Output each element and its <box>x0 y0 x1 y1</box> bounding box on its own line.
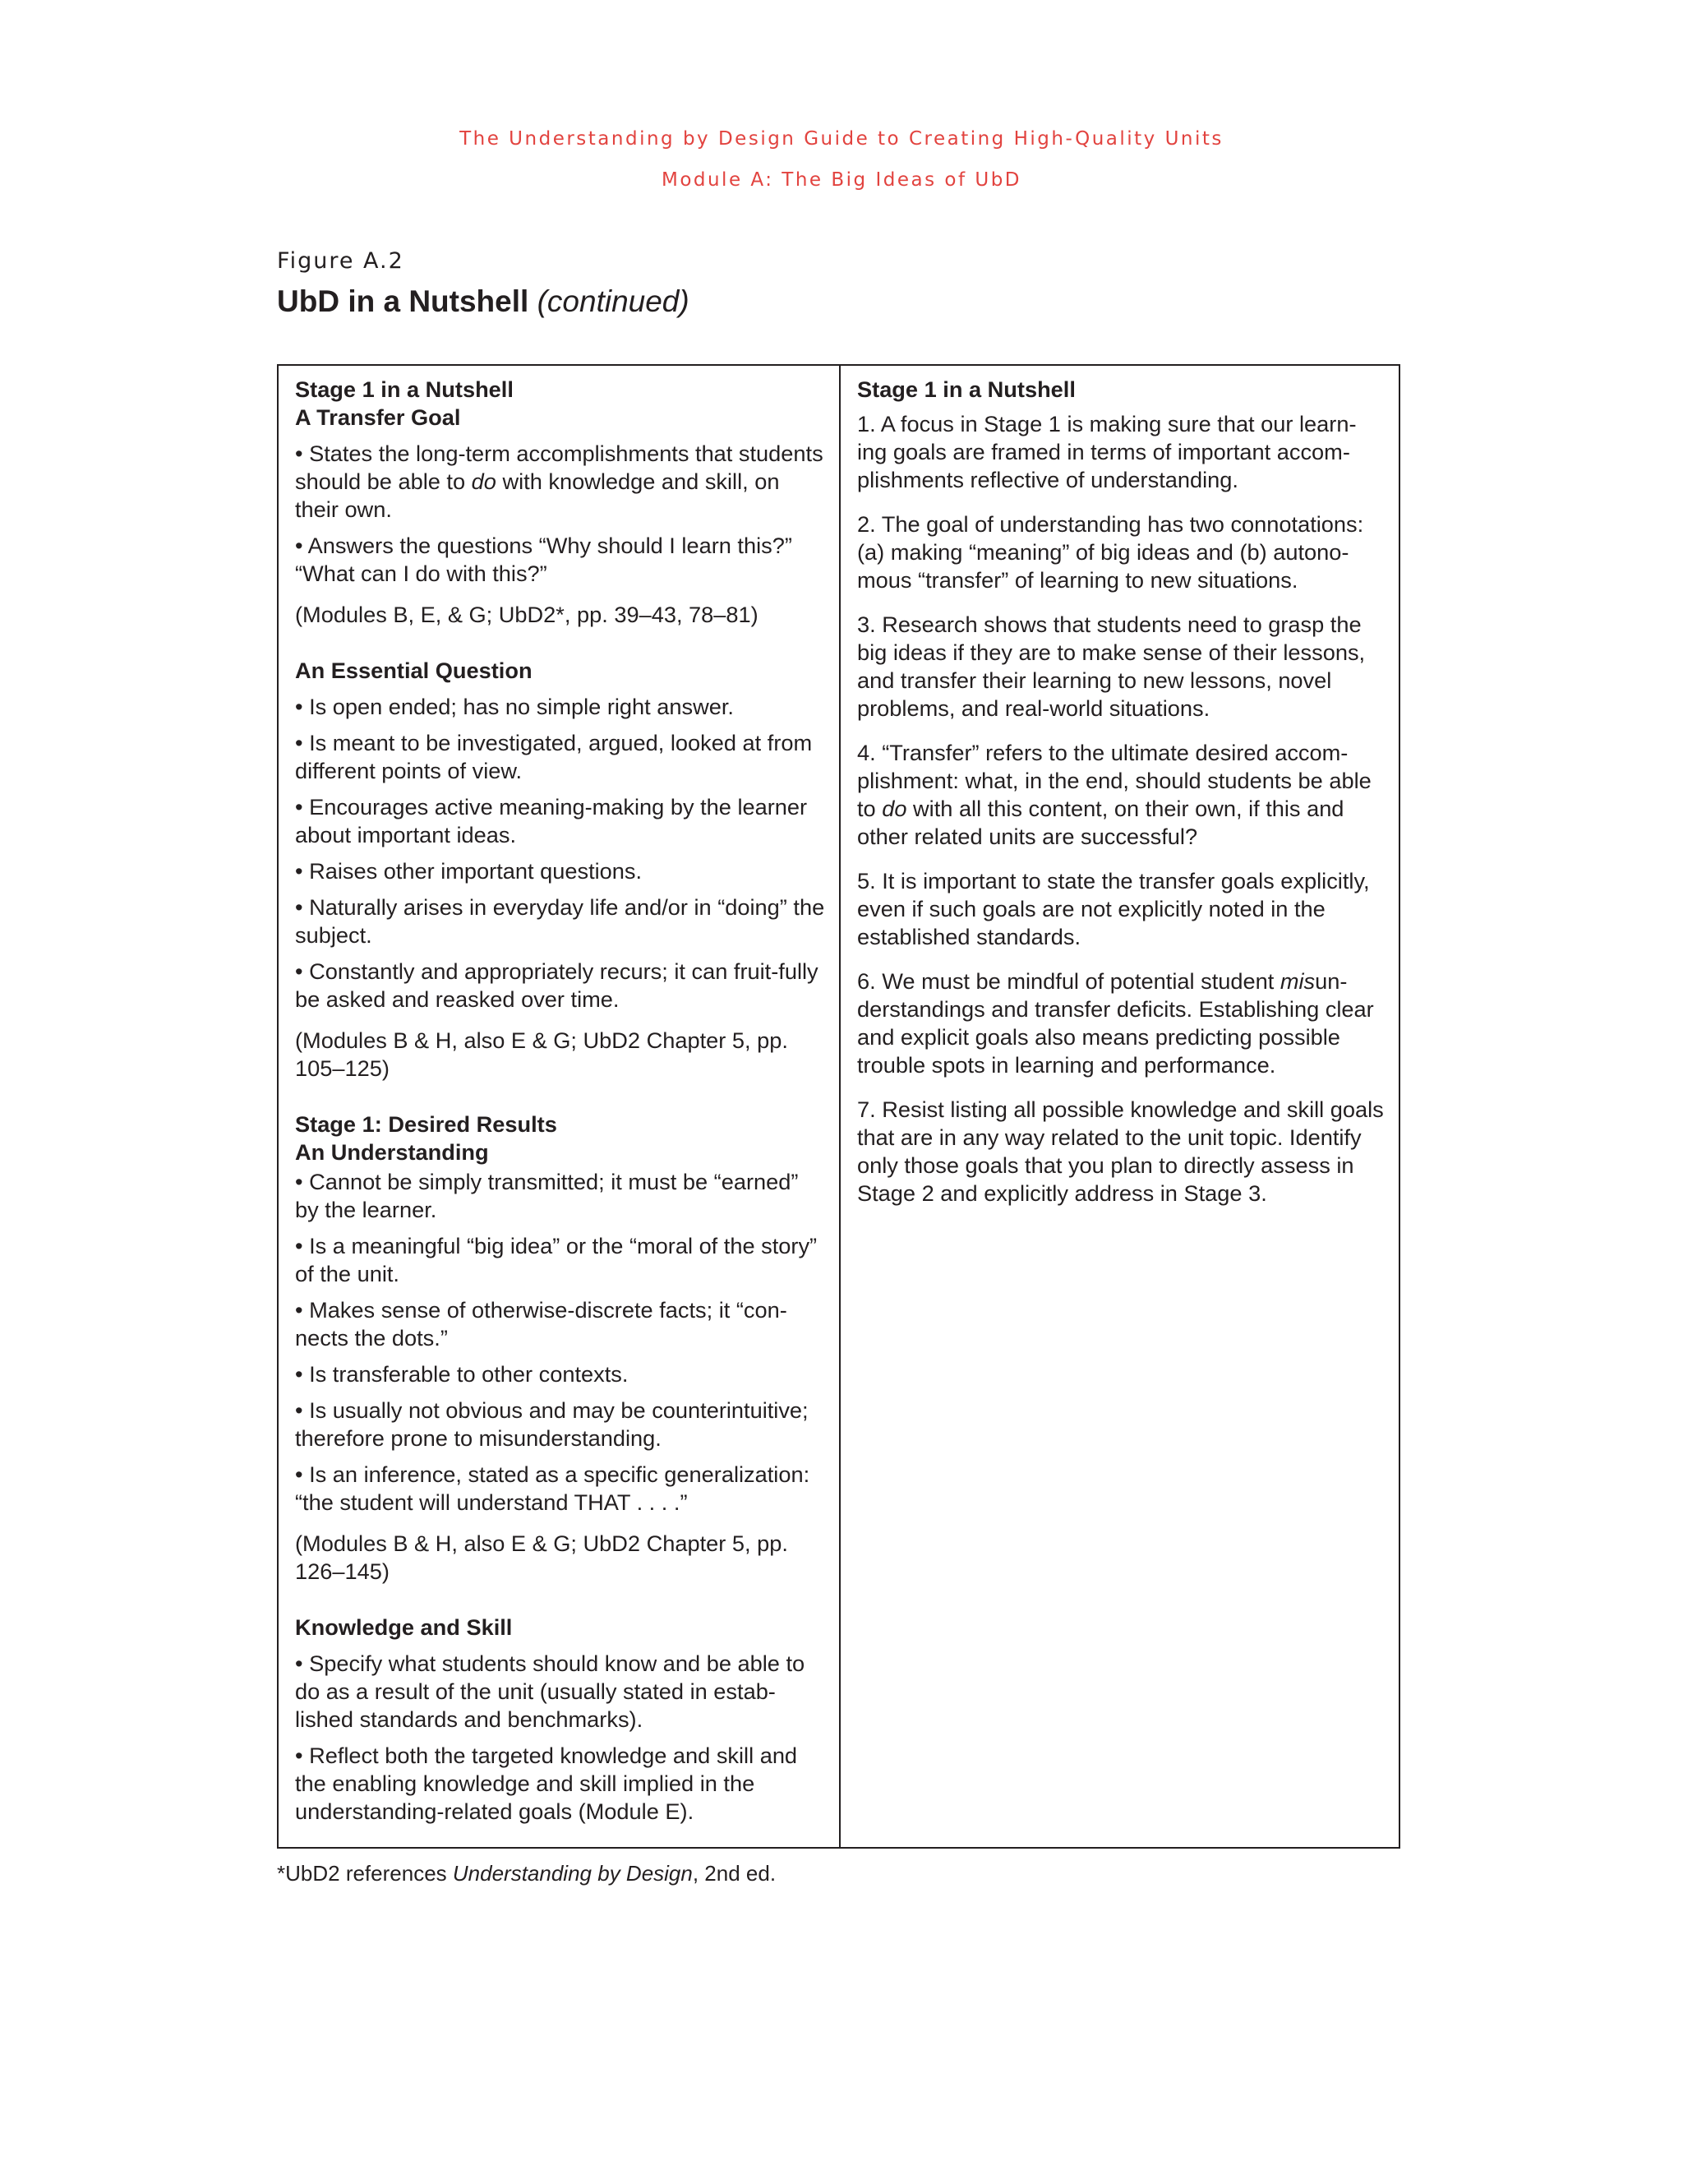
numbered-point: 7. Resist listing all possible knowledge and skill goals that are in any way related to the unit topic. Identify only those goals that you plan to directly assess in Stage 2 and explicitly address in Stage 3. <box>857 1097 1384 1206</box>
figure-title-suffix: (continued) <box>537 284 689 318</box>
numbered-point: 6. We must be mindful of potential student misun-derstandings and transfer deficits. Establishing clear and explicit goals also means predicting possible trouble spots in learning and performance. <box>857 968 1374 1078</box>
transfer-goal-reference: (Modules B, E, & G; UbD2*, pp. 39–43, 78–81) <box>295 602 759 627</box>
transfer-goal-bullet: • States the long-term accomplishments that students should be able to do with knowledge and skill, on their own. <box>295 441 823 522</box>
essential-question-heading: An Essential Question <box>295 658 533 683</box>
figure-title-text: UbD in a Nutshell <box>277 284 529 318</box>
footnote: *UbD2 references Understanding by Design, 2nd ed. <box>277 1861 777 1886</box>
understanding-reference: (Modules B & H, also E & G; UbD2 Chapter 5, pp. 126–145) <box>295 1531 788 1584</box>
understanding-bullet: • Is an inference, stated as a specific generalization: “the student will understand THAT . . . .” <box>295 1461 810 1515</box>
understanding-bullet: • Is usually not obvious and may be counterintuitive; therefore prone to misunderstanding. <box>295 1397 809 1451</box>
knowledge-skill-heading: Knowledge and Skill <box>295 1614 513 1640</box>
essential-question-bullet: • Constantly and appropriately recurs; it can fruit-fully be asked and reasked over time. <box>295 958 818 1012</box>
stage1-heading: Stage 1 in a Nutshell <box>295 376 514 402</box>
desired-results-heading: Stage 1: Desired Results <box>295 1111 557 1137</box>
essential-question-bullet: • Raises other important questions. <box>295 858 643 884</box>
understanding-bullet: • Is transferable to other contexts. <box>295 1361 629 1387</box>
right-column <box>841 366 1399 1847</box>
figure-title <box>277 284 689 319</box>
essential-question-bullet: • Naturally arises in everyday life and/or in “doing” the subject. <box>295 894 825 948</box>
understanding-bullet: • Cannot be simply transmitted; it must be “earned” by the learner. <box>295 1169 799 1222</box>
essential-question-bullet: • Encourages active meaning-making by the learner about important ideas. <box>295 794 808 847</box>
numbered-point: 1. A focus in Stage 1 is making sure that our learn-ing goals are framed in terms of important accom-plishments reflective of understanding. <box>857 411 1357 492</box>
running-header-module: Module A: The Big Ideas of UbD <box>661 169 1022 191</box>
left-column <box>279 366 841 1847</box>
transfer-goal-bullet: • Answers the questions “Why should I learn this?” “What can I do with this?” <box>295 533 792 586</box>
understanding-bullet: • Is a meaningful “big idea” or the “moral of the story” of the unit. <box>295 1233 818 1286</box>
running-header-title: The Understanding by Design Guide to Creating High-Quality Units <box>459 128 1224 150</box>
numbered-point: 2. The goal of understanding has two connotations: (a) making “meaning” of big ideas and (b) autono-mous “transfer” of learning to new situations. <box>857 511 1364 593</box>
right-heading: Stage 1 in a Nutshell <box>857 376 1076 402</box>
understanding-heading: An Understanding <box>295 1139 489 1165</box>
essential-question-bullet: • Is meant to be investigated, argued, looked at from different points of view. <box>295 730 813 783</box>
knowledge-skill-bullet: • Reflect both the targeted knowledge and skill and the enabling knowledge and skill implied in the understanding-related goals (Module E). <box>295 1743 798 1824</box>
numbered-point: 3. Research shows that students need to grasp the big ideas if they are to make sense of their lessons, and transfer their learning to new lessons, novel problems, and real-world situations. <box>857 612 1366 721</box>
transfer-goal-heading: A Transfer Goal <box>295 404 461 430</box>
essential-question-bullet: • Is open ended; has no simple right answer. <box>295 694 734 719</box>
figure-label: Figure A.2 <box>277 248 404 274</box>
knowledge-skill-bullet: • Specify what students should know and be able to do as a result of the unit (usually stated in estab-lished standards and benchmarks). <box>295 1651 805 1732</box>
nutshell-table <box>277 364 1400 1849</box>
numbered-point: 4. “Transfer” refers to the ultimate desired accom-plishment: what, in the end, should students be able to do with all this content, on their own, if this and other related units are successful? <box>857 740 1372 849</box>
numbered-point: 5. It is important to state the transfer goals explicitly, even if such goals are not explicitly noted in the established standards. <box>857 868 1370 949</box>
essential-question-reference: (Modules B & H, also E & G; UbD2 Chapter 5, pp. 105–125) <box>295 1027 788 1081</box>
understanding-bullet: • Makes sense of otherwise-discrete facts; it “con-nects the dots.” <box>295 1297 787 1351</box>
